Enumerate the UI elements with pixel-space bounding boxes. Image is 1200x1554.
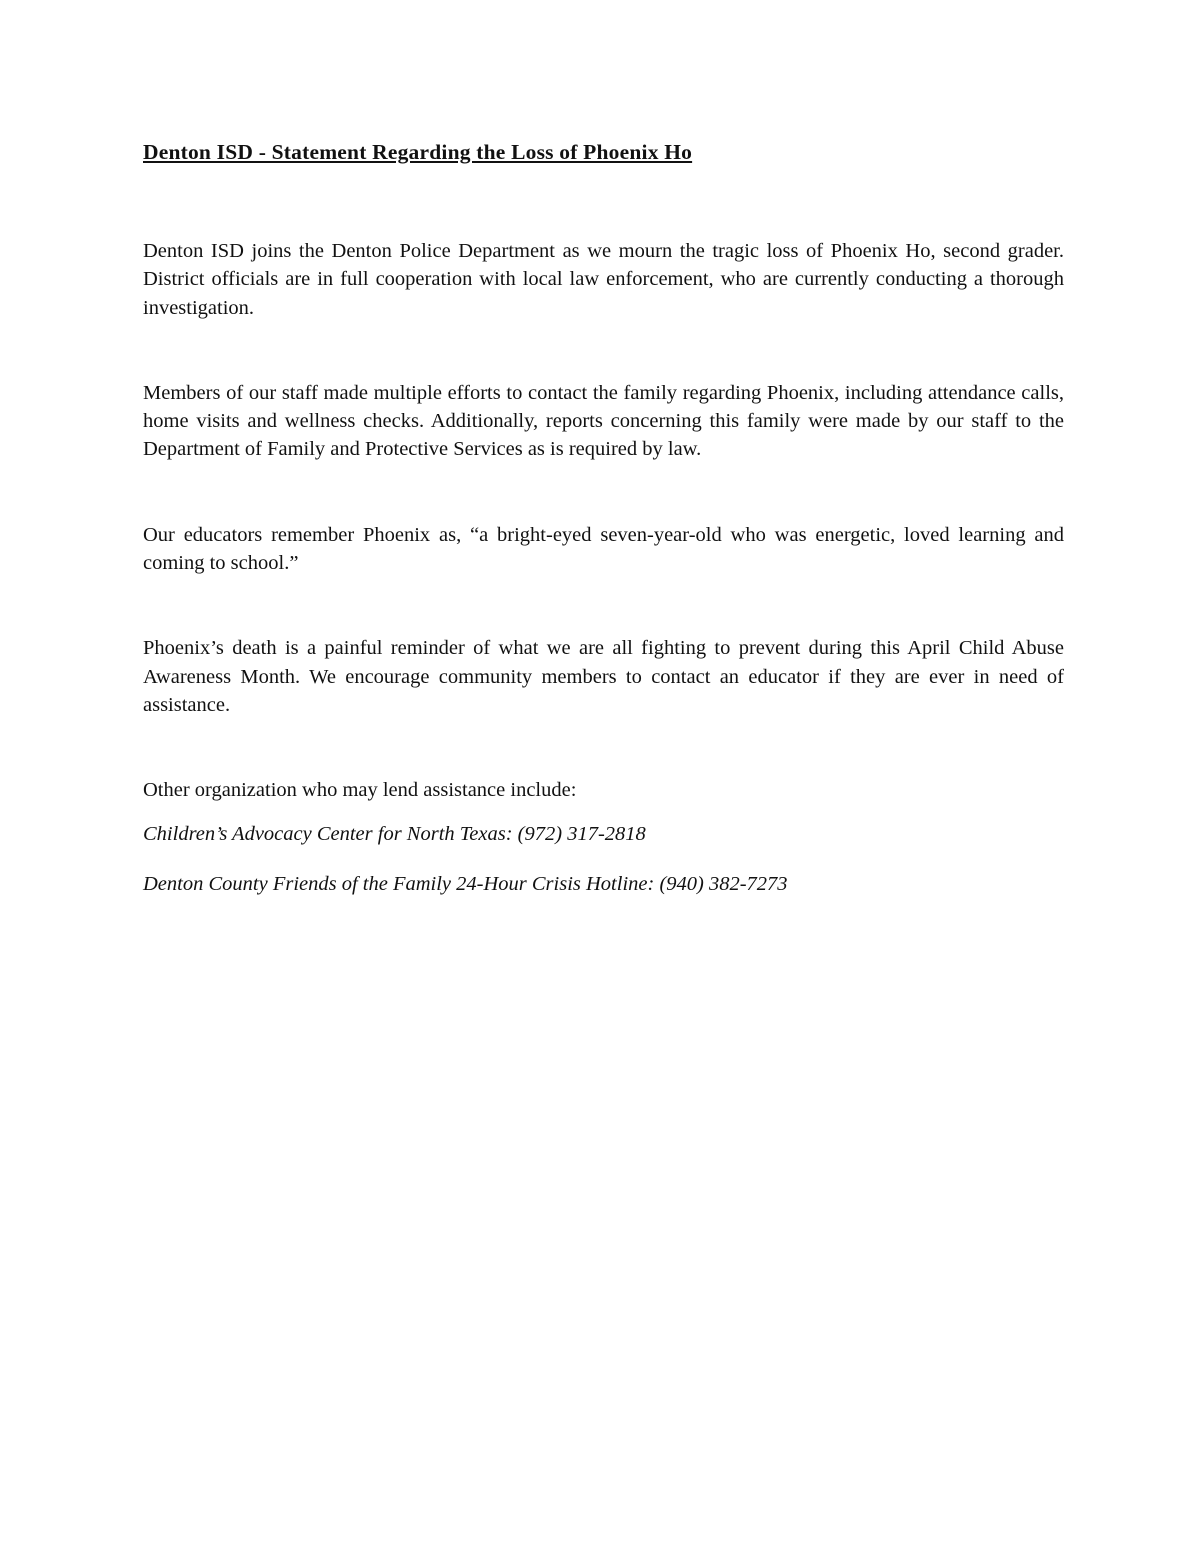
assistance-intro: Other organization who may lend assistance include: [143,779,577,802]
hotline-denton-county-friends: Denton County Friends of the Family 24-Hour Crisis Hotline: (940) 382-7273 [143,872,788,895]
statement-paragraph-4: Phoenix’s death is a painful reminder of what we are all fighting to prevent during this April Child Abuse Awareness Month. We encourage community members to contact an educator if they are ever in need of assistance. [143,637,1064,716]
statement-title: Denton ISD - Statement Regarding the Loss of Phoenix Ho [143,140,693,164]
hotline-childrens-advocacy-center: Children’s Advocacy Center for North Texas: (972) 317-2818 [143,823,646,846]
statement-paragraph-3: Our educators remember Phoenix as, “a bright-eyed seven-year-old who was energetic, loved learning and coming to school.” [143,523,1064,574]
statement-paragraph-2: Members of our staff made multiple efforts to contact the family regarding Phoenix, including attendance calls, home visits and wellness checks. Additionally, reports concerning this family were made by our staff to the Department of Family and Protective Services as is required by law. [143,381,1064,461]
statement-paragraph-1: Denton ISD joins the Denton Police Department as we mourn the tragic loss of Phoenix Ho, second grader. District officials are in full cooperation with local law enforcement, who are currently conducting a thorough investigation. [143,240,1064,319]
